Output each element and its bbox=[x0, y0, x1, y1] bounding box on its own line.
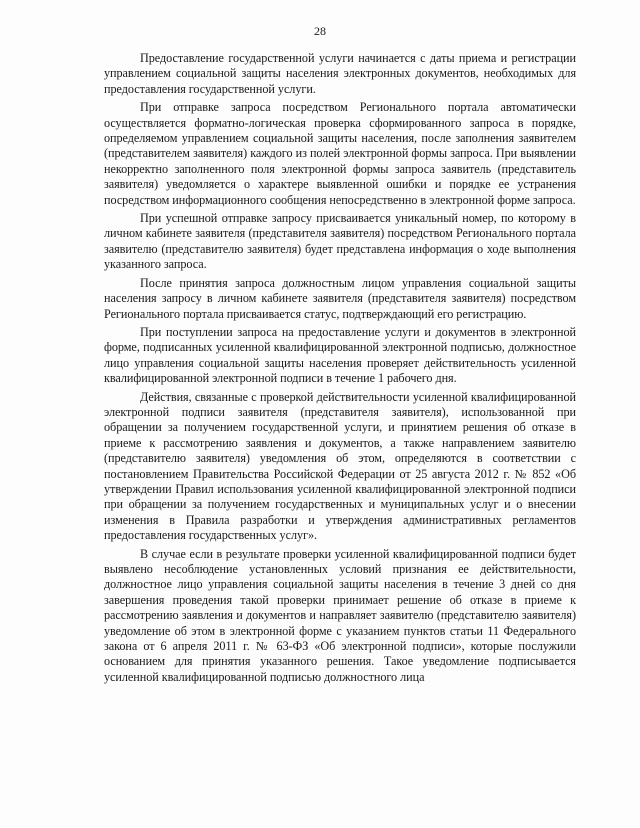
page-number: 28 bbox=[314, 24, 326, 38]
paragraph-3: При успешной отправке запросу присваивается уникальный номер, по которому в личном кабинете заявителя (представителя заявителя) посредством Регионального портала заявителю (представителю заявителя) будет представлена информация о ходе выполнения указанного запроса. bbox=[104, 211, 576, 272]
paragraph-1: Предоставление государственной услуги начинается с даты приема и регистрации управлением социальной защиты населения электронных документов, необходимых для предоставления государственной услуги. bbox=[104, 51, 576, 96]
paragraph-2: При отправке запроса посредством Регионального портала автоматически осуществляется форматно-логическая проверка сформированного запроса в порядке, определяемом управлением социальной защиты населения, после заполнения заявителем (представителем заявителя) каждого из полей электронной формы запроса. При выявлении некорректно заполненного поля электронной формы запроса заявитель (представитель заявителя) уведомляется о характере выявленной ошибки и порядке ее устранения посредством информационного сообщения непосредственно в электронной форме запроса. bbox=[104, 100, 576, 207]
document-body bbox=[104, 51, 576, 688]
paragraph-6: Действия, связанные с проверкой действительности усиленной квалифицированной электронной подписи заявителя (представителя заявителя), использованной при обращении за получением государственной услуги, и принятием решения об отказе в приеме к рассмотрению заявления и документов, а также направлением заявителю (представителю заявителя) уведомления об этом, определяются в соответствии с постановлением Правительства Российской Федерации от 25 августа 2012 г. № 852 «Об утверждении Правил использования усиленной квалифицированной электронной подписи при обращении за получением государственных и муниципальных услуг и о внесении изменения в Правила разработки и утверждения административных регламентов предоставления государственных услуг». bbox=[104, 389, 576, 543]
paragraph-4: После принятия запроса должностным лицом управления социальной защиты населения запросу в личном кабинете заявителя (представителя заявителя) посредством Регионального портала присваивается статус, подтверждающий его регистрацию. bbox=[104, 275, 576, 321]
paragraph-5: При поступлении запроса на предоставление услуги и документов в электронной форме, подписанных усиленной квалифицированной электронной подписью, должностное лицо управления социальной защиты населения проверяет действительность усиленной квалифицированной электронной подписи в течение 1 рабочего дня. bbox=[104, 324, 576, 386]
paragraph-7: В случае если в результате проверки усиленной квалифицированной подписи будет выявлено несоблюдение установленных условий признания ее действительности, должностное лицо управления социальной защиты населения в течение 3 дней со дня завершения проведения такой проверки принимает решение об отказе в приеме к рассмотрению заявления и документов и направляет заявителю (представителю заявителя) уведомление об этом в электронной форме с указанием пунктов статьи 11 Федерального закона от 6 апреля 2011 г. № 63-ФЗ «Об электронной подписи», которые послужили основанием для принятия указанного решения. Такое уведомление подписывается усиленной квалифицированной подписью должностного лица bbox=[104, 546, 576, 684]
